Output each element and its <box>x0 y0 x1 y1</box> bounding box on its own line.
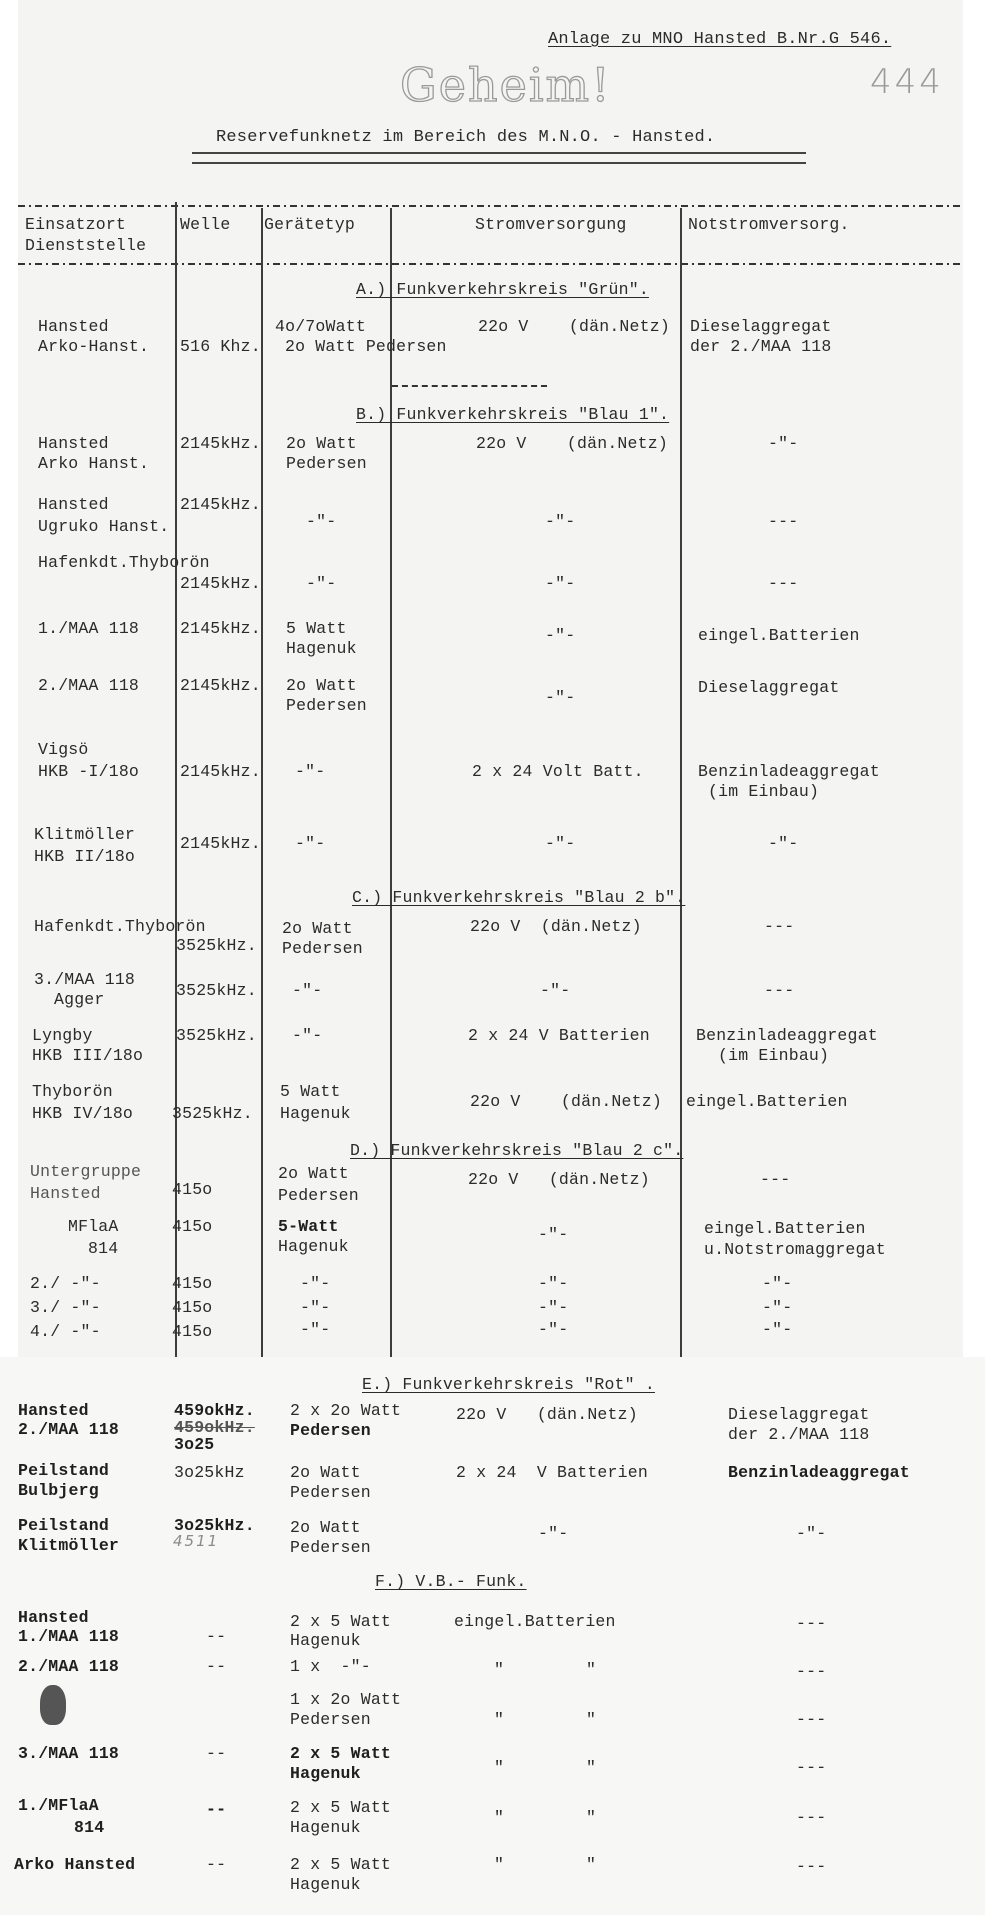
row-b6-welle: 2145kHz. <box>180 762 261 781</box>
row-e1-geraet: 2 x 2o Watt <box>290 1401 402 1420</box>
row-c3-dienststelle: HKB III/18o <box>32 1046 144 1065</box>
row-b4-notstrom: eingel.Batterien <box>698 626 860 645</box>
row-f5-strom-2: " <box>586 1808 597 1827</box>
handwritten-page-number: 444 <box>870 62 944 102</box>
row-c4-geraet-2: Hagenuk <box>280 1104 351 1123</box>
row-a1-notstrom-2: der 2./MAA 118 <box>690 337 832 356</box>
col-header-geraetetyp: Gerätetyp <box>264 215 355 234</box>
row-d5-geraet: -"- <box>300 1320 331 1339</box>
row-d2-dienststelle: 814 <box>88 1239 119 1258</box>
row-c3-notstrom: Benzinladeaggregat <box>696 1026 878 1045</box>
row-c3-notstrom-2: (im Einbau) <box>718 1046 830 1065</box>
row-d5-strom: -"- <box>538 1320 569 1339</box>
row-d4-welle: 415o <box>172 1298 213 1317</box>
row-c4-ort: Thyborön <box>32 1082 113 1101</box>
row-b4-ort: 1./MAA 118 <box>38 619 140 638</box>
row-d1-welle: 415o <box>172 1180 213 1199</box>
row-d4-geraet: -"- <box>300 1298 331 1317</box>
row-c4-geraet: 5 Watt <box>280 1082 341 1101</box>
row-f1-geraet: 2 x 5 Watt <box>290 1612 392 1631</box>
row-e2-dienststelle: Bulbjerg <box>18 1481 99 1500</box>
row-b1-notstrom: -"- <box>768 434 799 453</box>
row-b6-geraet: -"- <box>295 762 326 781</box>
row-e3-geraet: 2o Watt <box>290 1518 361 1537</box>
section-heading-b: B.) Funkverkehrskreis "Blau 1". <box>356 405 670 424</box>
row-f4-strom-2: " <box>586 1758 597 1777</box>
row-e3-geraet-2: Pedersen <box>290 1538 371 1557</box>
row-e1-welle-struck: 459okHz. <box>174 1418 255 1437</box>
row-b7-notstrom: -"- <box>768 834 799 853</box>
section-heading-c: C.) Funkverkehrskreis "Blau 2 b". <box>352 888 686 907</box>
row-f2-welle: -- <box>206 1657 227 1676</box>
row-e2-geraet-2: Pedersen <box>290 1483 371 1502</box>
row-c2-ort: 3./MAA 118 <box>34 970 136 989</box>
row-b3-notstrom: --- <box>768 574 799 593</box>
row-b6-ort: Vigsö <box>38 740 89 759</box>
row-b7-strom: -"- <box>545 834 576 853</box>
section-heading-f: F.) V.B.- Funk. <box>375 1572 527 1591</box>
row-c1-welle: 3525kHz. <box>176 936 257 955</box>
ink-blot <box>40 1685 66 1725</box>
row-c3-ort: Lyngby <box>32 1026 93 1045</box>
row-d2-notstrom: eingel.Batterien <box>704 1219 866 1238</box>
row-d1-geraet: 2o Watt <box>278 1164 349 1183</box>
row-b1-geraet-2: Pedersen <box>286 454 367 473</box>
row-f4-geraet: 2 x 5 Watt <box>290 1744 392 1763</box>
row-e3-welle: 3o25kHz. <box>174 1516 255 1535</box>
reference-line: Anlage zu MNO Hansted B.Nr.G 546. <box>548 30 892 49</box>
row-a1-dienststelle: Arko-Hanst. <box>38 337 150 356</box>
row-f1-strom: eingel.Batterien <box>454 1612 616 1631</box>
row-c4-welle: 3525kHz. <box>172 1104 253 1123</box>
row-f6-strom: " <box>494 1855 505 1874</box>
row-c1-strom: 22o V (dän.Netz) <box>470 917 642 936</box>
row-d2-geraet: 5-Watt <box>278 1217 339 1236</box>
row-a1-geraet-2: 2o Watt Pedersen <box>285 337 447 356</box>
header-divider-top <box>18 203 963 209</box>
row-b1-ort: Hansted <box>38 434 109 453</box>
row-f6-ort: Arko Hansted <box>14 1855 136 1874</box>
row-c1-ort: Hafenkdt.Thyborön <box>34 917 206 936</box>
row-f2-geraet: 1 x -"- <box>290 1657 371 1676</box>
row-b6-strom: 2 x 24 Volt Batt. <box>472 762 644 781</box>
section-heading-d: D.) Funkverkehrskreis "Blau 2 c". <box>350 1141 684 1160</box>
row-b2-ort: Hansted <box>38 495 109 514</box>
row-b5-geraet-2: Pedersen <box>286 696 367 715</box>
row-f1-geraet-2: Hagenuk <box>290 1631 361 1650</box>
row-f3-geraet-2: Pedersen <box>290 1710 371 1729</box>
row-f5-ort: 1./MFlaA <box>18 1796 99 1815</box>
col-rule-2 <box>261 208 263 1357</box>
col-header-notstrom: Notstromversorg. <box>688 215 850 234</box>
row-f2-notstrom: --- <box>796 1662 827 1681</box>
title-double-underline <box>192 152 806 164</box>
row-d3-strom: -"- <box>538 1274 569 1293</box>
row-b6-notstrom: Benzinladeaggregat <box>698 762 880 781</box>
row-b2-dienststelle: Ugruko Hanst. <box>38 517 170 536</box>
row-d2-ort: MFlaA <box>68 1217 119 1236</box>
row-d3-geraet: -"- <box>300 1274 331 1293</box>
row-b7-geraet: -"- <box>295 834 326 853</box>
row-d2-welle: 415o <box>172 1217 213 1236</box>
row-f3-strom-2: " <box>586 1710 597 1729</box>
row-d4-strom: -"- <box>538 1298 569 1317</box>
row-f6-geraet-2: Hagenuk <box>290 1875 361 1894</box>
row-c3-geraet: -"- <box>292 1026 323 1045</box>
row-e3-notstrom: -"- <box>796 1524 827 1543</box>
row-d1-geraet-2: Pedersen <box>278 1186 359 1205</box>
row-f3-notstrom: --- <box>796 1710 827 1729</box>
row-e1-ort: Hansted <box>18 1401 89 1420</box>
row-e2-notstrom: Benzinladeaggregat <box>728 1463 910 1482</box>
row-d5-notstrom: -"- <box>762 1320 793 1339</box>
row-a1-ort: Hansted <box>38 317 109 336</box>
col-rule-3 <box>390 208 392 1357</box>
row-f1-welle: -- <box>206 1627 227 1646</box>
row-d4-notstrom: -"- <box>762 1298 793 1317</box>
row-b5-notstrom: Dieselaggregat <box>698 678 840 697</box>
row-b4-welle: 2145kHz. <box>180 619 261 638</box>
row-b3-geraet: -"- <box>306 574 337 593</box>
row-e1-welle-corrected: 3o25 <box>174 1435 215 1454</box>
row-d2-notstrom-2: u.Notstromaggregat <box>704 1240 886 1259</box>
row-b4-geraet-2: Hagenuk <box>286 639 357 658</box>
row-c1-notstrom: --- <box>764 917 795 936</box>
row-d2-geraet-2: Hagenuk <box>278 1237 349 1256</box>
row-d3-welle: 415o <box>172 1274 213 1293</box>
row-b3-welle: 2145kHz. <box>180 574 261 593</box>
row-e3-strom: -"- <box>538 1524 569 1543</box>
row-d1-strom: 22o V (dän.Netz) <box>468 1170 650 1189</box>
col-header-dienststelle: Dienststelle <box>25 236 147 255</box>
row-f1-notstrom: --- <box>796 1614 827 1633</box>
row-b2-geraet: -"- <box>306 512 337 531</box>
row-b5-ort: 2./MAA 118 <box>38 676 140 695</box>
row-b7-welle: 2145kHz. <box>180 834 261 853</box>
row-f4-notstrom: --- <box>796 1758 827 1777</box>
row-b3-strom: -"- <box>545 574 576 593</box>
row-e2-geraet: 2o Watt <box>290 1463 361 1482</box>
row-a1-welle: 516 Khz. <box>180 337 261 356</box>
row-a1-notstrom: Dieselaggregat <box>690 317 832 336</box>
document-title: Reservefunknetz im Bereich des M.N.O. - Hansted. <box>216 128 716 147</box>
header-divider-bottom <box>18 261 963 267</box>
row-d1-ort: Untergruppe <box>30 1162 142 1181</box>
row-d5-welle: 415o <box>172 1322 213 1341</box>
row-a1-strom: 22o V (dän.Netz) <box>478 317 670 336</box>
section-a-divider <box>392 385 547 387</box>
row-f4-strom: " <box>494 1758 505 1777</box>
row-e2-welle: 3o25kHz <box>174 1463 245 1482</box>
row-d4-ort: 3./ -"- <box>30 1298 101 1317</box>
row-f5-notstrom: --- <box>796 1808 827 1827</box>
row-e1-geraet-2: Pedersen <box>290 1421 371 1440</box>
row-b6-dienststelle: HKB -I/18o <box>38 762 140 781</box>
row-c2-welle: 3525kHz. <box>176 981 257 1000</box>
row-b7-ort: Klitmöller <box>34 825 136 844</box>
row-e3-ort: Peilstand <box>18 1516 109 1535</box>
row-f6-strom-2: " <box>586 1855 597 1874</box>
row-f1-dienststelle: 1./MAA 118 <box>18 1627 120 1646</box>
col-rule-4 <box>680 208 682 1357</box>
row-e1-welle: 459okHz. <box>174 1401 255 1420</box>
row-c2-notstrom: --- <box>764 981 795 1000</box>
section-heading-a: A.) Funkverkehrskreis "Grün". <box>356 280 649 299</box>
row-d3-ort: 2./ -"- <box>30 1274 101 1293</box>
row-d1-notstrom: --- <box>760 1170 791 1189</box>
row-c2-strom: -"- <box>540 981 571 1000</box>
col-header-welle: Welle <box>180 215 231 234</box>
row-c4-dienststelle: HKB IV/18o <box>32 1104 134 1123</box>
row-f5-strom: " <box>494 1808 505 1827</box>
classification-stamp: Geheim! <box>400 58 612 112</box>
row-b1-strom: 22o V (dän.Netz) <box>476 434 668 453</box>
row-f5-geraet: 2 x 5 Watt <box>290 1798 392 1817</box>
col-header-einsatzort: Einsatzort <box>25 215 127 234</box>
row-b4-strom: -"- <box>545 626 576 645</box>
row-b2-notstrom: --- <box>768 512 799 531</box>
row-b3-ort: Hafenkdt.Thyborön <box>38 553 210 572</box>
row-a1-geraet: 4o/7oWatt <box>275 317 366 336</box>
row-f6-welle: -- <box>206 1855 227 1874</box>
row-f2-strom: " <box>494 1660 505 1679</box>
row-c1-geraet: 2o Watt <box>282 919 353 938</box>
row-c1-geraet-2: Pedersen <box>282 939 363 958</box>
row-b1-welle: 2145kHz. <box>180 434 261 453</box>
row-b5-geraet: 2o Watt <box>286 676 357 695</box>
row-b7-dienststelle: HKB II/18o <box>34 847 136 866</box>
row-b6-notstrom-2: (im Einbau) <box>708 782 820 801</box>
row-e1-notstrom-2: der 2./MAA 118 <box>728 1425 870 1444</box>
row-f4-geraet-2: Hagenuk <box>290 1764 361 1783</box>
row-f3-geraet: 1 x 2o Watt <box>290 1690 402 1709</box>
row-e2-ort: Peilstand <box>18 1461 109 1480</box>
row-b4-geraet: 5 Watt <box>286 619 347 638</box>
row-e1-strom: 22o V (dän.Netz) <box>456 1405 638 1424</box>
row-f6-geraet: 2 x 5 Watt <box>290 1855 392 1874</box>
row-f4-welle: -- <box>206 1744 227 1763</box>
row-d2-strom: -"- <box>538 1225 569 1244</box>
row-b1-dienststelle: Arko Hanst. <box>38 454 150 473</box>
row-c4-strom: 22o V (dän.Netz) <box>470 1092 662 1111</box>
row-b1-geraet: 2o Watt <box>286 434 357 453</box>
row-d1-dienststelle: Hansted <box>30 1184 101 1203</box>
row-c2-dienststelle: Agger <box>54 990 105 1009</box>
col-header-stromversorgung: Stromversorgung <box>475 215 627 234</box>
row-e3-dienststelle: Klitmöller <box>18 1536 120 1555</box>
row-c3-strom: 2 x 24 V Batterien <box>468 1026 650 1045</box>
row-f2-strom-2: " <box>586 1660 597 1679</box>
row-d3-notstrom: -"- <box>762 1274 793 1293</box>
row-f5-geraet-2: Hagenuk <box>290 1818 361 1837</box>
row-f1-ort: Hansted <box>18 1608 89 1627</box>
row-b2-welle: 2145kHz. <box>180 495 261 514</box>
section-heading-e: E.) Funkverkehrskreis "Rot" . <box>362 1375 655 1394</box>
row-f5-dienststelle: 814 <box>74 1818 105 1837</box>
row-f6-notstrom: --- <box>796 1857 827 1876</box>
row-f2-ort: 2./MAA 118 <box>18 1657 120 1676</box>
row-c2-geraet: -"- <box>292 981 323 1000</box>
row-e1-dienststelle: 2./MAA 118 <box>18 1420 120 1439</box>
row-d5-ort: 4./ -"- <box>30 1322 101 1341</box>
row-c3-welle: 3525kHz. <box>176 1026 257 1045</box>
row-f4-ort: 3./MAA 118 <box>18 1744 120 1763</box>
row-e3-handwritten-note: 4511 <box>173 1532 220 1550</box>
row-b2-strom: -"- <box>545 512 576 531</box>
row-f3-strom: " <box>494 1710 505 1729</box>
row-b5-welle: 2145kHz. <box>180 676 261 695</box>
row-c4-notstrom: eingel.Batterien <box>686 1092 848 1111</box>
row-e2-strom: 2 x 24 V Batterien <box>456 1463 648 1482</box>
row-e1-notstrom: Dieselaggregat <box>728 1405 870 1424</box>
row-b5-strom: -"- <box>545 688 576 707</box>
row-f5-welle: -- <box>206 1800 227 1819</box>
